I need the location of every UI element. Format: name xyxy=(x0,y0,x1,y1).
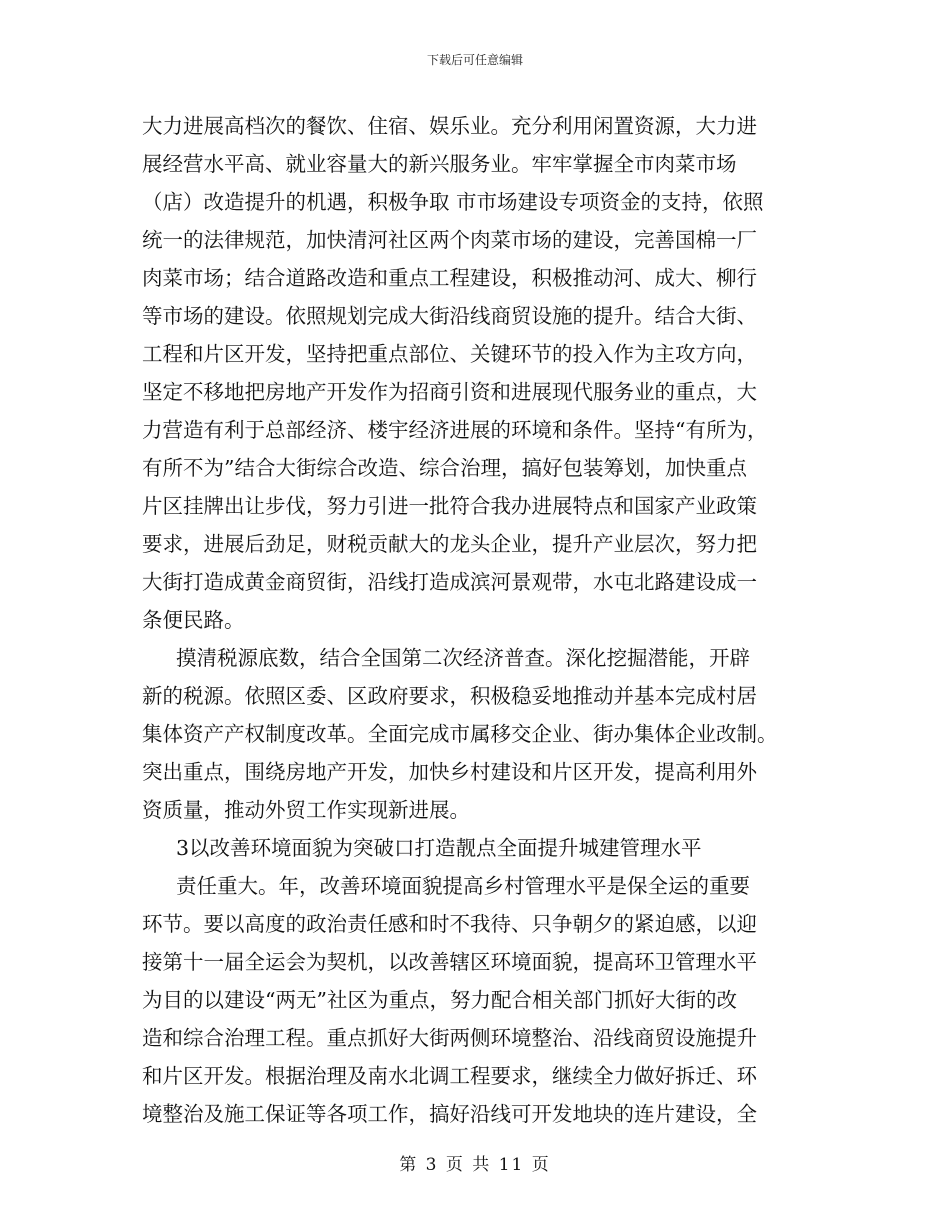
text-line: （店）改造提升的机遇，积极争取 市市场建设专项资金的支持，依照 xyxy=(142,190,764,214)
text-line: 力营造有利于总部经济、楼宇经济进展的环境和条件。坚持“有所为， xyxy=(142,418,768,442)
text-line: 大力进展高档次的餐饮、住宿、娱乐业。充分利用闲置资源，大力进 xyxy=(142,114,757,138)
text-line: 工程和片区开发，坚持把重点部位、关键环节的投入作为主攻方向， xyxy=(142,342,757,366)
text-line: 环节。要以高度的政治责任感和时不我待、只争朝夕的紧迫感，以迎 xyxy=(142,912,757,936)
text-line: 接第十一届全运会为契机，以改善辖区环境面貌，提高环卫管理水平 xyxy=(142,950,757,974)
text-line: 和片区开发。根据治理及南水北调工程要求，继续全力做好拆迁、环 xyxy=(142,1064,757,1088)
text-line: 资质量，推动外贸工作实现新进展。 xyxy=(142,798,470,822)
paragraph xyxy=(142,867,812,1133)
text-line: 统一的法律规范，加快清河社区两个肉菜市场的建设，完善国棉一厂 xyxy=(142,228,757,252)
text-line: 为目的以建设“两无”社区为重点，努力配合相关部门抓好大街的改 xyxy=(142,988,737,1012)
text-line: 要求，进展后劲足，财税贡献大的龙头企业，提升产业层次，努力把 xyxy=(142,532,757,556)
text-line: 3以改善环境面貌为突破口打造靓点全面提升城建管理水平 xyxy=(176,836,702,860)
text-line: 有所不为”结合大街综合改造、综合治理，搞好包装筹划，加快重点 xyxy=(142,456,747,480)
text-line: 等市场的建设。依照规划完成大街沿线商贸设施的提升。结合大街、 xyxy=(142,304,757,328)
text-line: 责任重大。年，改善环境面貌提高乡村管理水平是保全运的重要 xyxy=(176,874,750,898)
text-line: 摸清税源底数，结合全国第二次经济普查。深化挖掘潜能，开辟 xyxy=(176,646,750,670)
page-header: 下载后可任意编辑 xyxy=(426,53,523,67)
text-line: 突出重点，围绕房地产开发，加快乡村建设和片区开发，提高利用外 xyxy=(142,760,757,784)
paragraph xyxy=(142,639,812,829)
text-line: 集体资产产权制度改革。全面完成市属移交企业、街办集体企业改制。 xyxy=(142,722,778,746)
text-line: 境整治及施工保证等各项工作，搞好沿线可开发地块的连片建设，全 xyxy=(142,1102,757,1126)
text-line: 造和综合治理工程。重点抓好大街两侧环境整治、沿线商贸设施提升 xyxy=(142,1026,757,1050)
document-body xyxy=(142,107,812,1133)
page-footer: 第 3 页 共 11 页 xyxy=(399,1155,551,1175)
text-line: 坚定不移地把房地产开发作为招商引资和进展现代服务业的重点，大 xyxy=(142,380,757,404)
text-line: 条便民路。 xyxy=(142,608,245,632)
paragraph xyxy=(142,829,812,867)
text-line: 肉菜市场；结合道路改造和重点工程建设，积极推动河、成大、柳行 xyxy=(142,266,757,290)
text-line: 新的税源。依照区委、区政府要求，积极稳妥地推动并基本完成村居 xyxy=(142,684,757,708)
paragraph xyxy=(142,107,812,639)
text-line: 大街打造成黄金商贸街，沿线打造成滨河景观带，水屯北路建设成一 xyxy=(142,570,757,594)
text-line: 展经营水平高、就业容量大的新兴服务业。牢牢掌握全市肉菜市场 xyxy=(142,152,737,176)
text-line: 片区挂牌出让步伐，努力引进一批符合我办进展特点和国家产业政策 xyxy=(142,494,757,518)
